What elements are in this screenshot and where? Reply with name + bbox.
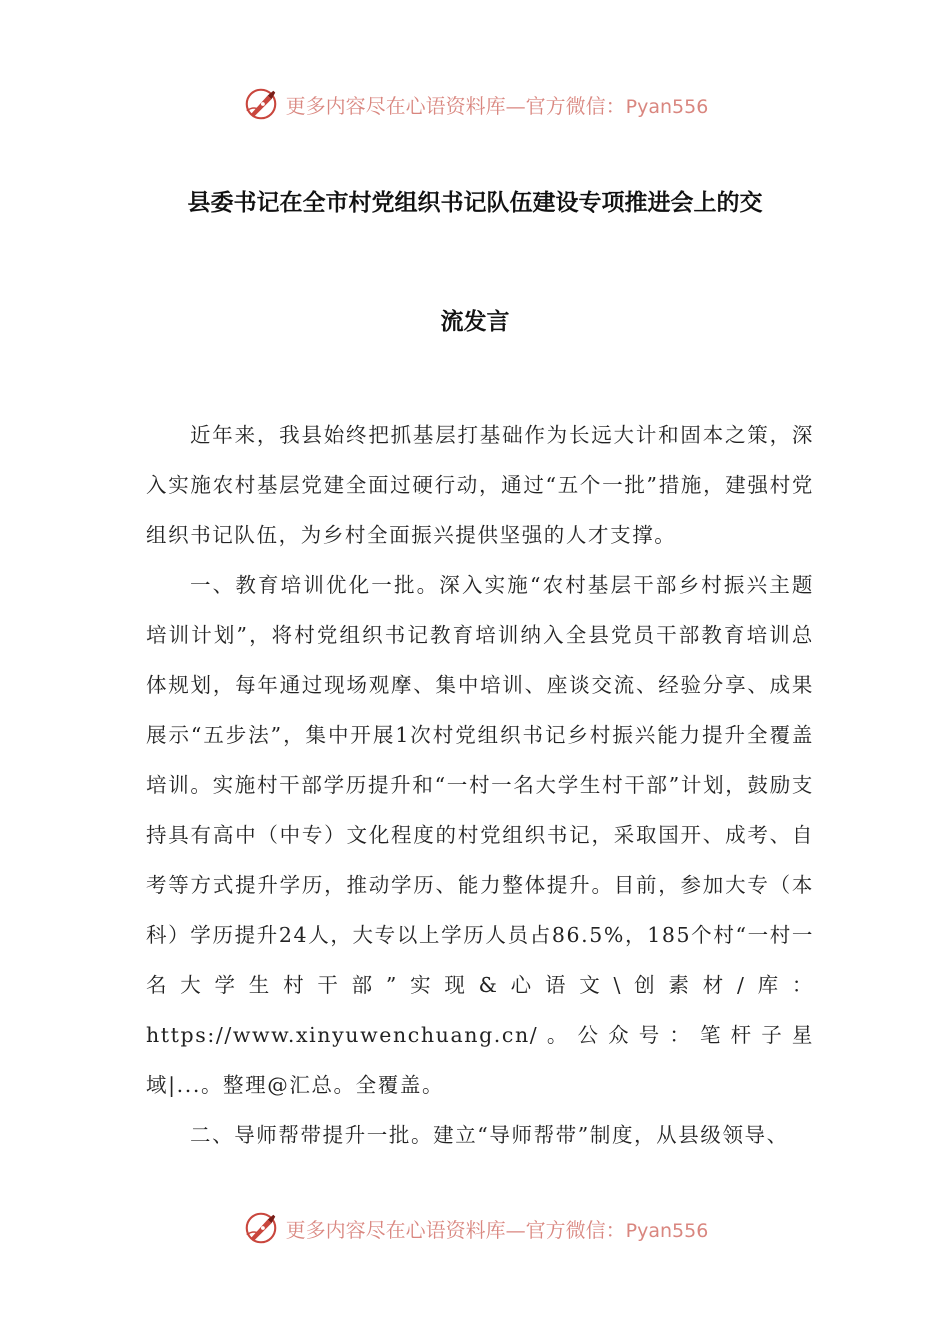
document-title-line-2: 流发言 — [440, 309, 510, 335]
paragraph-section-one: 一、教育培训优化一批。深入实施“农村基层干部乡村振兴主题培训计划”，将村党组织书记教育培训纳入全县党员干部教育培训总体规划，每年通过现场观摩、集中培训、座谈交流、经验分享、成果展示“五步法”，集中开展1次村党组织书记乡村振兴能力提升全覆盖培训。实施村干部学历提升和“一村一名大学生村干部”计划，鼓励支持具有高中（中专）文化程度的村党组织书记，采取国开、成考、自考等方式提升学历，推动学历、能力整体提升。目前，参加大专（本科）学历提升24人，大专以上学历人员占86.5%，185个村“一村一名大学生村干部”实现&心语文\创素材/库：https://www.xinyuwenchuang.cn/。公众号：笔杆子星域|...。整理@汇总。全覆盖。 — [146, 573, 814, 1097]
document-body — [146, 410, 814, 1160]
paragraph-section-two: 二、导师帮带提升一批。建立“导师帮带”制度，从县级领导、 — [190, 1123, 789, 1147]
paragraph-intro: 近年来，我县始终把抓基层打基础作为长远大计和固本之策，深入实施农村基层党建全面过硬行动，通过“五个一批”措施，建强村党组织书记队伍，为乡村全面振兴提供坚强的人才支撑。 — [146, 423, 814, 547]
footer-watermark-banner — [0, 1206, 950, 1250]
document-title-line-1: 县委书记在全市村党组织书记队伍建设专项推进会上的交 — [187, 190, 763, 216]
watermark-text: 更多内容尽在心语资料库—官方微信：Pyan556 — [285, 1217, 709, 1242]
pen-nib-logo-icon — [242, 1209, 280, 1247]
watermark-text: 更多内容尽在心语资料库—官方微信：Pyan556 — [285, 93, 709, 118]
pen-nib-logo-icon — [242, 85, 280, 123]
header-watermark-banner — [0, 82, 950, 126]
